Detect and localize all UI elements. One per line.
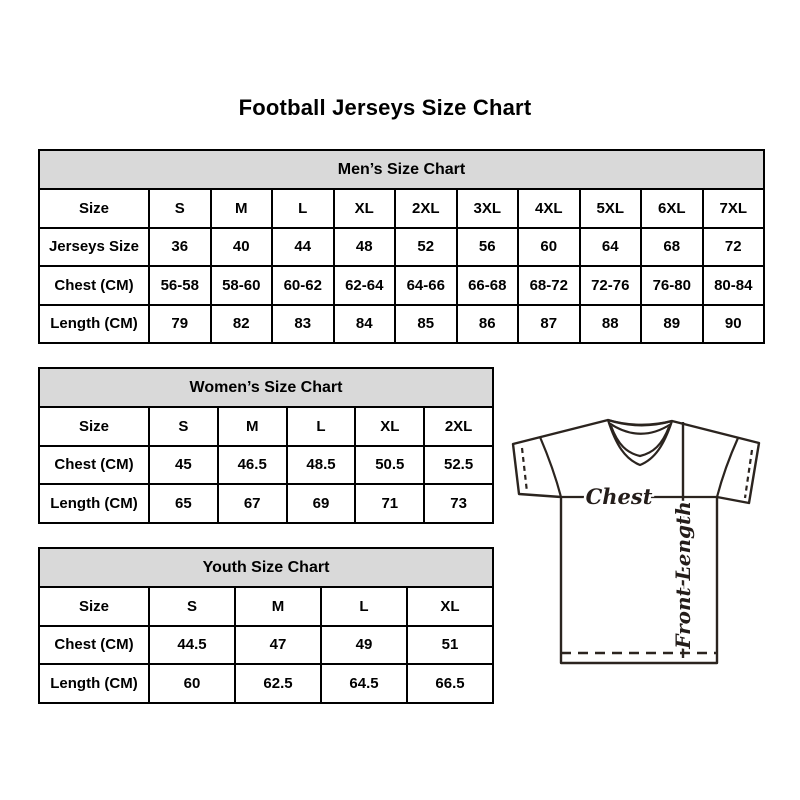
mens-row-label: Size	[39, 189, 149, 228]
youth-cell: 44.5	[149, 626, 235, 665]
womens-cell: 2XL	[424, 407, 493, 446]
mens-cell: 76-80	[641, 266, 703, 305]
womens-cell: XL	[355, 407, 424, 446]
mens-cell: 56	[457, 228, 519, 267]
youth-cell: 62.5	[235, 664, 321, 703]
youth-size-table	[38, 547, 494, 704]
mens-cell: XL	[334, 189, 396, 228]
youth-cell: M	[235, 587, 321, 626]
mens-cell: 79	[149, 305, 211, 344]
mens-cell: 86	[457, 305, 519, 344]
womens-cell: 46.5	[218, 446, 287, 485]
youth-cell: S	[149, 587, 235, 626]
mens-cell: 72-76	[580, 266, 642, 305]
mens-cell: 56-58	[149, 266, 211, 305]
mens-cell: 60-62	[272, 266, 334, 305]
womens-table-row	[39, 484, 493, 523]
womens-table-row	[39, 446, 493, 485]
mens-row-label: Chest (CM)	[39, 266, 149, 305]
mens-cell: 7XL	[703, 189, 765, 228]
womens-cell: S	[149, 407, 218, 446]
mens-cell: 44	[272, 228, 334, 267]
womens-row-label: Size	[39, 407, 149, 446]
chest-label: Chest	[585, 484, 653, 509]
mens-cell: 85	[395, 305, 457, 344]
mens-cell: 82	[211, 305, 273, 344]
mens-cell: 66-68	[457, 266, 519, 305]
mens-cell: 48	[334, 228, 396, 267]
mens-cell: 87	[518, 305, 580, 344]
mens-cell: 89	[641, 305, 703, 344]
mens-cell: 84	[334, 305, 396, 344]
mens-cell: 5XL	[580, 189, 642, 228]
jersey-measurement-diagram	[496, 398, 772, 674]
womens-cell: 69	[287, 484, 356, 523]
jersey-silhouette	[513, 420, 759, 663]
womens-cell: 67	[218, 484, 287, 523]
womens-cell: 73	[424, 484, 493, 523]
mens-cell: 72	[703, 228, 765, 267]
mens-cell: 83	[272, 305, 334, 344]
page-title: Football Jerseys Size Chart	[238, 95, 532, 120]
womens-cell: 48.5	[287, 446, 356, 485]
youth-table-row	[39, 664, 493, 703]
mens-cell: 52	[395, 228, 457, 267]
mens-cell: 80-84	[703, 266, 765, 305]
womens-cell: 50.5	[355, 446, 424, 485]
womens-table-row	[39, 407, 493, 446]
mens-cell: 64	[580, 228, 642, 267]
mens-table-row	[39, 266, 764, 305]
mens-cell: 60	[518, 228, 580, 267]
youth-cell: 64.5	[321, 664, 407, 703]
front-length-label: Front Length	[671, 501, 695, 649]
womens-row-label: Length (CM)	[39, 484, 149, 523]
mens-cell: 68-72	[518, 266, 580, 305]
youth-cell: 60	[149, 664, 235, 703]
youth-cell: 49	[321, 626, 407, 665]
womens-cell: 71	[355, 484, 424, 523]
youth-cell: 51	[407, 626, 493, 665]
mens-row-label: Length (CM)	[39, 305, 149, 344]
mens-table-title: Men’s Size Chart	[39, 150, 764, 189]
womens-cell: L	[287, 407, 356, 446]
mens-size-table	[38, 149, 765, 344]
mens-cell: 6XL	[641, 189, 703, 228]
youth-table-row	[39, 587, 493, 626]
youth-cell: L	[321, 587, 407, 626]
youth-row-label: Length (CM)	[39, 664, 149, 703]
mens-cell: 90	[703, 305, 765, 344]
mens-cell: 36	[149, 228, 211, 267]
womens-row-label: Chest (CM)	[39, 446, 149, 485]
youth-cell: 47	[235, 626, 321, 665]
youth-row-label: Size	[39, 587, 149, 626]
mens-cell: 68	[641, 228, 703, 267]
womens-cell: M	[218, 407, 287, 446]
mens-cell: 3XL	[457, 189, 519, 228]
mens-cell: M	[211, 189, 273, 228]
womens-size-table	[38, 367, 494, 524]
womens-table-title: Women’s Size Chart	[39, 368, 493, 407]
womens-cell: 45	[149, 446, 218, 485]
mens-cell: 88	[580, 305, 642, 344]
mens-table-row	[39, 305, 764, 344]
mens-cell: 62-64	[334, 266, 396, 305]
youth-cell: 66.5	[407, 664, 493, 703]
mens-row-label: Jerseys Size	[39, 228, 149, 267]
youth-row-label: Chest (CM)	[39, 626, 149, 665]
mens-cell: 58-60	[211, 266, 273, 305]
womens-cell: 65	[149, 484, 218, 523]
womens-cell: 52.5	[424, 446, 493, 485]
mens-cell: 4XL	[518, 189, 580, 228]
mens-table-row	[39, 189, 764, 228]
youth-table-row	[39, 626, 493, 665]
mens-cell: 64-66	[395, 266, 457, 305]
youth-table-title: Youth Size Chart	[39, 548, 493, 587]
mens-cell: 2XL	[395, 189, 457, 228]
mens-cell: 40	[211, 228, 273, 267]
mens-table-row	[39, 228, 764, 267]
youth-cell: XL	[407, 587, 493, 626]
mens-cell: S	[149, 189, 211, 228]
mens-cell: L	[272, 189, 334, 228]
